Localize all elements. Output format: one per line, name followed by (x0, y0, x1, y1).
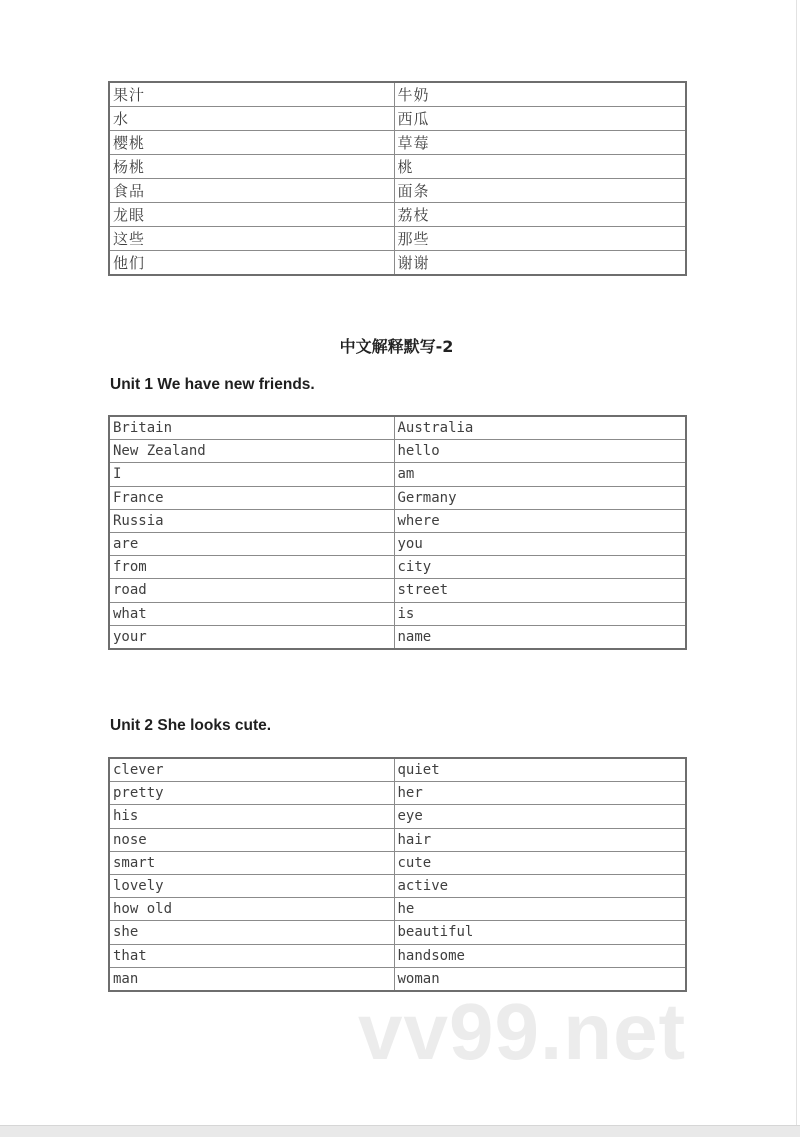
table-cell: where (394, 509, 686, 532)
table-cell: how old (109, 898, 394, 921)
table-cell: Australia (394, 416, 686, 440)
table-cell: Germany (394, 486, 686, 509)
table-cell: nose (109, 828, 394, 851)
table-row (109, 509, 686, 532)
table-cell: Britain (109, 416, 394, 440)
table-row (109, 944, 686, 967)
table-cell: 桃 (394, 155, 686, 179)
table-row (109, 532, 686, 555)
table-row (109, 107, 686, 131)
table-row (109, 556, 686, 579)
table-row (109, 131, 686, 155)
table-cell: 荔枝 (394, 203, 686, 227)
table-cell: smart (109, 851, 394, 874)
table-cell: 水 (109, 107, 394, 131)
table-row (109, 486, 686, 509)
unit-2-table-body (109, 758, 686, 991)
unit-2-heading: Unit 2 She looks cute. (110, 717, 272, 734)
table-row (109, 227, 686, 251)
chinese-vocab-table-body (109, 82, 686, 275)
table-row (109, 828, 686, 851)
table-cell: New Zealand (109, 440, 394, 463)
table-row (109, 898, 686, 921)
table-cell: her (394, 782, 686, 805)
table-row (109, 82, 686, 107)
table-cell: what (109, 602, 394, 625)
unit-1-vocab-table (108, 415, 687, 650)
table-row (109, 155, 686, 179)
table-cell: 牛奶 (394, 82, 686, 107)
table-cell: are (109, 532, 394, 555)
table-cell: she (109, 921, 394, 944)
table-cell: pretty (109, 782, 394, 805)
table-cell: 面条 (394, 179, 686, 203)
table-row (109, 782, 686, 805)
table-cell: name (394, 625, 686, 649)
table-cell: from (109, 556, 394, 579)
table-cell: handsome (394, 944, 686, 967)
table-cell: active (394, 874, 686, 897)
table-cell: road (109, 579, 394, 602)
table-row (109, 440, 686, 463)
table-row (109, 463, 686, 486)
table-cell: 杨桃 (109, 155, 394, 179)
table-row (109, 874, 686, 897)
table-cell: hello (394, 440, 686, 463)
table-cell: 龙眼 (109, 203, 394, 227)
table-cell: he (394, 898, 686, 921)
table-cell: eye (394, 805, 686, 828)
table-cell: 果汁 (109, 82, 394, 107)
table-cell: 他们 (109, 251, 394, 276)
section-title: 中文解释默写-2 (339, 337, 454, 356)
watermark: vv99.net (358, 987, 687, 1076)
table-row (109, 625, 686, 649)
table-cell: 谢谢 (394, 251, 686, 276)
table-cell: clever (109, 758, 394, 782)
table-cell: beautiful (394, 921, 686, 944)
table-cell: city (394, 556, 686, 579)
table-cell: 草莓 (394, 131, 686, 155)
table-cell: his (109, 805, 394, 828)
page-bottom-edge (0, 1125, 800, 1137)
table-cell: France (109, 486, 394, 509)
table-cell: is (394, 602, 686, 625)
table-row (109, 579, 686, 602)
table-row (109, 602, 686, 625)
chinese-vocab-table (108, 81, 687, 276)
unit-1-table-body (109, 416, 686, 649)
table-row (109, 805, 686, 828)
page-right-edge (796, 0, 797, 1137)
table-row (109, 851, 686, 874)
table-cell: woman (394, 967, 686, 991)
table-cell: 这些 (109, 227, 394, 251)
table-cell: 西瓜 (394, 107, 686, 131)
table-row (109, 758, 686, 782)
table-cell: street (394, 579, 686, 602)
table-cell: 食品 (109, 179, 394, 203)
table-cell: man (109, 967, 394, 991)
table-cell: your (109, 625, 394, 649)
table-cell: quiet (394, 758, 686, 782)
table-cell: am (394, 463, 686, 486)
table-row (109, 179, 686, 203)
table-cell: lovely (109, 874, 394, 897)
table-cell: Russia (109, 509, 394, 532)
table-cell: that (109, 944, 394, 967)
table-cell: 那些 (394, 227, 686, 251)
table-cell: I (109, 463, 394, 486)
table-row (109, 203, 686, 227)
unit-1-heading: Unit 1 We have new friends. (110, 376, 315, 393)
table-cell: cute (394, 851, 686, 874)
table-row (109, 416, 686, 440)
table-cell: you (394, 532, 686, 555)
table-row (109, 921, 686, 944)
unit-2-vocab-table (108, 757, 687, 992)
table-row (109, 251, 686, 276)
table-cell: 樱桃 (109, 131, 394, 155)
table-cell: hair (394, 828, 686, 851)
